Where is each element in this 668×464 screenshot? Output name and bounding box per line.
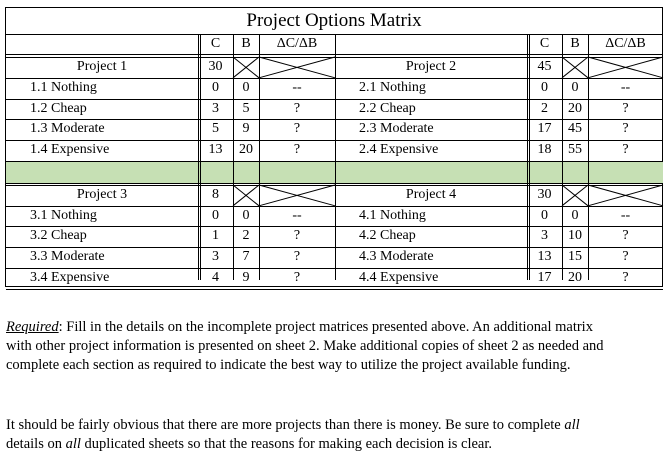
crossed-cell-icon — [233, 57, 259, 78]
option-label: 1.4 Expensive — [30, 142, 110, 158]
option-cost: 17 — [537, 270, 552, 285]
grid-line — [588, 34, 589, 280]
crossed-cell-icon — [233, 185, 259, 206]
option-label: 2.1 Nothing — [359, 79, 426, 95]
grid-line — [259, 34, 260, 280]
option-label: 4.1 Nothing — [359, 207, 426, 223]
option-cost: 13 — [208, 142, 223, 158]
option-label: 1.1 Nothing — [30, 79, 97, 95]
crossed-cell-icon — [562, 57, 588, 78]
project-budget: 30 — [208, 59, 223, 74]
option-benefit: 55 — [568, 142, 582, 158]
option-benefit: 0 — [571, 207, 579, 223]
option-benefit: 9 — [242, 121, 250, 137]
option-benefit: 0 — [242, 79, 250, 95]
option-label: 3.4 Expensive — [30, 270, 110, 285]
option-benefit: 2 — [242, 228, 250, 244]
option-cost: 3 — [212, 100, 219, 116]
option-label: 1.2 Cheap — [30, 100, 87, 116]
option-ratio: ? — [293, 249, 301, 265]
option-ratio: ? — [622, 100, 629, 116]
option-cost: 0 — [212, 207, 219, 223]
emphasis-all-2: all — [65, 436, 81, 452]
project-budget: 45 — [537, 59, 552, 74]
crossed-cell-icon — [562, 185, 588, 206]
option-ratio: -- — [292, 207, 302, 223]
option-label: 3.3 Moderate — [30, 249, 105, 265]
option-cost: 17 — [537, 121, 552, 137]
header-r: ΔC/ΔB — [605, 36, 646, 51]
grid-line — [529, 34, 530, 280]
option-ratio: ? — [622, 228, 629, 244]
required-label: Required — [6, 319, 59, 335]
option-ratio: -- — [620, 207, 631, 223]
option-ratio: -- — [292, 79, 302, 95]
option-label: 2.2 Cheap — [359, 100, 416, 116]
option-ratio: ? — [622, 270, 629, 285]
option-benefit: 0 — [571, 79, 579, 95]
option-label: 3.1 Nothing — [30, 207, 97, 223]
option-benefit: 45 — [568, 121, 582, 137]
instructions-paragraph-2 — [6, 416, 606, 454]
header-r: ΔC/ΔB — [276, 36, 318, 51]
matrix-title: Project Options Matrix — [246, 10, 422, 31]
option-ratio: ? — [293, 270, 301, 285]
option-ratio: ? — [293, 228, 301, 244]
project-name: Project 4 — [405, 186, 457, 202]
option-ratio: -- — [620, 79, 631, 95]
option-cost: 18 — [537, 142, 552, 158]
option-label: 2.4 Expensive — [359, 142, 439, 158]
option-cost: 0 — [541, 207, 548, 223]
crossed-cell-icon — [259, 185, 335, 206]
option-ratio: ? — [293, 142, 301, 158]
grid-line — [527, 34, 528, 280]
option-cost: 13 — [537, 249, 552, 265]
project-budget: 30 — [537, 186, 552, 202]
grid-line — [562, 34, 563, 280]
option-benefit: 0 — [242, 207, 250, 223]
header-c: C — [210, 36, 221, 51]
option-benefit: 10 — [568, 228, 582, 244]
crossed-cell-icon — [588, 57, 663, 78]
option-ratio: ? — [293, 121, 301, 137]
option-label: 3.2 Cheap — [30, 228, 87, 244]
option-ratio: ? — [622, 142, 629, 158]
instructions-text-2b: details on — [6, 436, 66, 452]
option-ratio: ? — [622, 249, 629, 265]
option-benefit: 20 — [239, 142, 253, 158]
grid-line — [335, 34, 336, 280]
option-benefit: 9 — [242, 270, 250, 285]
option-cost: 1 — [212, 228, 219, 244]
project-budget: 8 — [212, 186, 219, 202]
option-benefit: 20 — [568, 100, 582, 116]
option-cost: 0 — [212, 79, 219, 95]
instructions-text-1: : Fill in the details on the incomplete project matrices presented above. An additional matrix with other project information is presented on sheet 2. Make additional copies of sheet 2 as needed and complete each section as required to indicate the best way to utilize the project available funding. — [6, 319, 604, 373]
option-cost: 3 — [212, 249, 219, 265]
option-label: 1.3 Moderate — [30, 121, 105, 137]
header-b: B — [570, 36, 580, 51]
option-label: 4.2 Cheap — [359, 228, 416, 244]
header-c: C — [539, 36, 550, 51]
option-cost: 4 — [212, 270, 219, 285]
instructions-text-2c: duplicated sheets so that the reasons for making each decision is clear. — [80, 436, 493, 452]
option-label: 4.4 Expensive — [359, 270, 439, 285]
crossed-cell-icon — [588, 185, 663, 206]
option-cost: 5 — [212, 121, 219, 137]
option-benefit: 20 — [568, 270, 582, 285]
option-cost: 0 — [541, 79, 548, 95]
instructions-paragraph-1 — [6, 318, 606, 375]
project-name: Project 2 — [405, 59, 457, 74]
option-benefit: 5 — [242, 100, 250, 116]
option-cost: 2 — [541, 100, 548, 116]
grid-line — [6, 289, 663, 290]
instructions-text-2a: It should be fairly obvious that there are more projects than there is money. Be sure to complete — [6, 417, 565, 433]
option-ratio: ? — [622, 121, 629, 137]
grid-line — [198, 34, 199, 280]
option-label: 4.3 Moderate — [359, 249, 434, 265]
emphasis-all-1: all — [564, 417, 580, 433]
project-name: Project 1 — [76, 59, 128, 74]
grid-line — [200, 34, 201, 280]
option-benefit: 15 — [568, 249, 582, 265]
project-options-matrix — [5, 7, 663, 287]
grid-line — [233, 34, 234, 280]
project-name: Project 3 — [76, 186, 128, 202]
option-benefit: 7 — [242, 249, 250, 265]
option-cost: 3 — [541, 228, 548, 244]
option-ratio: ? — [293, 100, 301, 116]
crossed-cell-icon — [259, 57, 335, 78]
header-b: B — [241, 36, 251, 51]
option-label: 2.3 Moderate — [359, 121, 434, 137]
